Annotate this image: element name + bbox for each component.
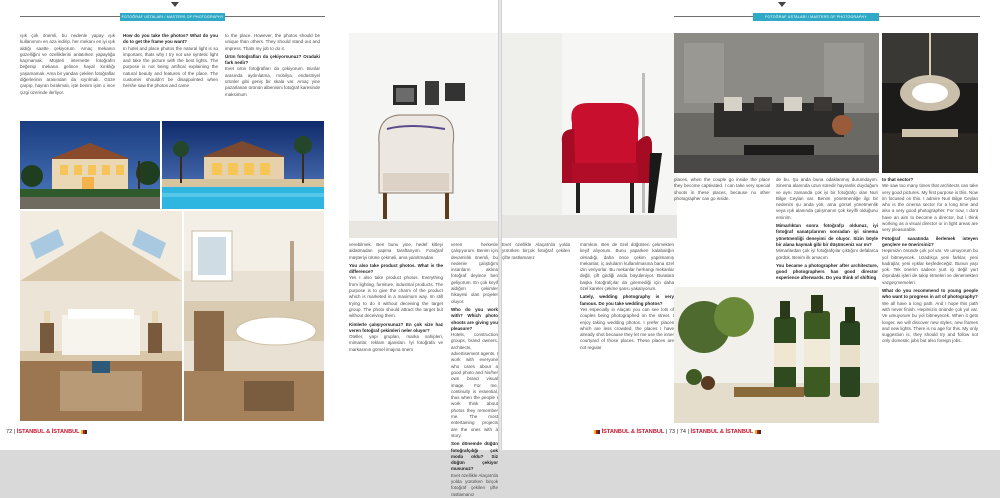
bathroom-interior-photo — [184, 211, 324, 421]
pool-villa-photo — [162, 121, 324, 209]
interview-question: How do you take the photos? What do you do to get the frame you want? — [123, 33, 218, 45]
magazine-name-right: İSTANBUL & İSTANBUL — [690, 429, 754, 435]
red-armchair-photo — [502, 33, 677, 238]
interview-question: Son dönemde düğün fotoğrafçılığı çok moda oldu? Siz düğün çekiyor musunuz? — [451, 441, 498, 472]
interview-question: Mimarlıktan sonra fotoğrafçı oldunuz, iyi fotoğraf sanatçılarının sonradan iyi sinema yönetmenliği deneyimi de oluyor. Sizin böyle bir alana kaymak gibi bir düşünceniz var mı? — [776, 223, 878, 247]
article-paragraph — [451, 441, 498, 498]
center-footer — [594, 428, 761, 436]
interview-answer: Hepimizin önünde çok yol var. Ve umuyorum bu yol bitmeyecek. Uzadıkça yeni farklar, yeni kadrajlar, yeni ışıklar keşfedeceğiz. Bunun yaşı yok. Tek önerim sadece yurt içi değil yurt dışındaki işleri de takip etmeleri ve denemekten vazgeçmemeleri. — [882, 248, 978, 285]
footer-divider: | — [687, 429, 689, 435]
article-paragraph — [580, 294, 674, 351]
article-paragraph — [349, 263, 443, 320]
interview-answer: In hotel and place photos the natural light is so important, thats why I try not use syntetic light and take the picture with the best lights. The purpose is not being artifical explaining the natural beauty and features of the place. The customer shouldn't be disappointed when he/she saw the photos and came — [123, 45, 218, 89]
olive-oil-bottles-photo — [674, 287, 879, 423]
interview-answer: to the place. However, the photos should be unique than others. They should stand out and impress. Thats my job to do it. — [225, 33, 320, 51]
interview-question: Who do you work with? Which photo shoots are giving you pleasure? — [451, 306, 498, 331]
column-mid-3 — [580, 242, 674, 422]
interview-question: Lately, wedding photography is very famous. Do you take wedding photos? — [580, 294, 674, 306]
column-left-2 — [123, 33, 218, 125]
article-paragraph — [776, 223, 878, 261]
footer-divider: | — [13, 429, 16, 435]
interview-answer: de bu. Şu anda buna odaklanmış durumdayım. Sinema alanında uzun süredir hayranlık duyduğum ve aynı zamanda çok iyi bir fotoğrafçı olan Nuri Bilge Ceylan var. Benim yönetmenliğe ilgi bir nedenim şu anda yok, ama görsel yönetmenlik veya ışık alanında çalışmanın çok keyifli olduğunu eminim. — [776, 177, 878, 220]
column-right-1 — [674, 177, 770, 217]
article-paragraph — [580, 242, 674, 292]
interview-answer: Hotels, construction groups, brand owners, architects, advertisement agents. I work with everyone who cares about a good photo and his/her own brand visual image. For me, continuity is essential, thus when the people I work think about photos they remember me. The most entertaining projects are the ones with a story. — [451, 332, 498, 438]
footer-divider: | — [676, 429, 679, 435]
interview-answer: verebilmek. Ben bunu yine, hedef kitleyi aldatmadan yapma taraftarıyım. Fotoğraf müşteriyi ürüne çekmeli, ama yanıltmadan. — [349, 242, 443, 260]
page-number-73: 73 — [668, 429, 676, 435]
interview-answer: We all have a long path. And I hope this path with never finish. Hepimizin önünde çok yol var. Ve umuyorum bu yol bitmeyecek. When it gets longer, we will discover new styles, new frames and new lights. There is no age for this. My only suggestion is, they should try and follow not only domestic jobs but also foreign jobs. — [882, 300, 978, 344]
column-right-3 — [882, 177, 978, 423]
turkey-flag-icon — [755, 429, 761, 435]
article-paragraph — [225, 33, 320, 52]
article-paragraph — [776, 177, 878, 221]
interview-answer: We saw too many times that architects can take very good pictures. My first purpose is this. Now im focused on this. I admire Nuri Bilge Ceylan who is the cinema sector for a long time and also a very good photographer. For now, I dont have an aim to become a director, but i think working as a visual director or in light areas are very pleasurable. — [882, 183, 978, 233]
magazine-name-center: İSTANBUL & İSTANBUL — [601, 429, 665, 435]
article-paragraph — [776, 263, 878, 282]
right-page — [502, 0, 1000, 450]
article-paragraph — [123, 33, 218, 90]
interview-question: You became a photographer after architecture, good photographers has good director experience afterwards. Do you think of shifting — [776, 262, 878, 281]
article-paragraph — [451, 242, 498, 305]
article-paragraph — [349, 242, 443, 261]
interview-answer: Mimarlardan çok iyi fotoğrafçılar çıktığını defalarca gördük. Benim ilk amacım — [776, 248, 878, 260]
interview-answer: Oteller, yapı grupları, marka sahipleri, mimarlar, reklam ajansları. İyi fotoğrafa ve markasının görsel imajına önem — [349, 334, 443, 352]
interview-answer: Evet ürün fotoğrafları da çekiyorum. Bunlar arasında aydınlatma, mobilya, endüstriyel ürünler gibi geniş bir skala var. Amaç yine pazarlanan ürünün albenisini fotoğraf karesinde maksimum — [225, 66, 320, 97]
section-ribbon: FOTOĞRAF USTALARI / MASTERS OF PHOTOGRAPHY — [753, 13, 879, 21]
left-page — [0, 0, 498, 497]
column-mid-1 — [349, 242, 443, 422]
interview-question: You also take product photos. What is the difference? — [349, 262, 443, 275]
interview-answer: Evet özellikle Alaçatı'da yolda yürürken birçok fotoğraf çekilen çifte rastlamanız — [451, 472, 498, 497]
article-paragraph — [882, 177, 978, 234]
turkey-flag-icon — [594, 429, 600, 435]
article-paragraph: places, when the couple go inside the place they become captivated. I can take very special shoots in these places, because no other photographer can go inside. — [674, 177, 770, 201]
interview-answer: Evet özellikle Alaçatı'da yolda yürürken birçok fotoğraf çekilen çifte rastlamanız — [502, 242, 570, 260]
dark-living-room-photo — [674, 33, 879, 173]
interview-answer: mümkün. Ben de özel düğünleri çekmekten keyif alıyorum. Bunu yaparken kalabalığın olmadığı, daha önce çekim yapılmamış mekanlar, iç avluların kullanılmasına bana özel izin veriyorlar. Bu mekanlar herhangi mekanlar değil, çift girdiği anda büyüleniyor. Buralara başka fotoğrafçılar da giremediği için daha özel kareler çekme şansı yakalıyorum. — [580, 242, 674, 292]
turkey-flag-icon — [81, 429, 87, 435]
interview-question: to that sector? — [882, 177, 914, 182]
page-marker-icon — [171, 2, 179, 7]
magazine-name-left: İSTANBUL & İSTANBUL — [16, 429, 80, 435]
article-paragraph — [451, 307, 498, 439]
interview-answer: Yes especially in Alaçatı you can see lots of couples being photographed on the street. I enjoy taking wedding photos. I prefer places which are less crowded, the places I have already shot because they let me use the inner courtyard of those places. These places are not regular — [580, 306, 674, 350]
article-paragraph — [225, 54, 320, 98]
villa-exterior-photo — [20, 121, 160, 209]
article-paragraph — [502, 242, 570, 261]
interview-answer: Yes I also take product photos. Everything from lighting, furniture, industrial products. The purpose is to give the charm of the product which is marketed in a maximum way. Im still trying to do it without deceiving the target group. The photo should attract the target but without deceiving them. — [349, 275, 443, 319]
interview-question: Kimlerle çalışıyorsunuz? En çok size haz veren fotoğraf çekimleri neler oluyor? — [349, 321, 443, 333]
column-right-2 — [776, 177, 878, 287]
article-paragraph — [882, 288, 978, 345]
footer-divider: | — [665, 429, 668, 435]
interview-question: Fotoğraf sanatında ilerlemek isteyen gençlere ne önerirsiniz? — [882, 235, 978, 247]
section-ribbon: FOTOĞRAF USTALARI / MASTERS OF PHOTOGRAPHY — [121, 15, 224, 19]
attic-bedroom-photo — [20, 211, 182, 421]
article-paragraph — [349, 322, 443, 353]
interview-answer: veren herkesle çalışıyorum. Benim için devamlılık önemli, bu nedenle çalıştığım insanların aklına fotoğraf deyince ben geliyorum. En çok keyif aldığım çekimler hikayesi olan projeler oluyor. — [451, 242, 498, 304]
column-left-3 — [225, 33, 320, 125]
left-footer — [6, 428, 87, 436]
page-marker-icon — [778, 2, 786, 7]
interview-question: What do you recommend to young people who want to progress in art of photography? — [882, 288, 978, 300]
page-number-74: 74 — [679, 429, 686, 435]
article-paragraph: ışık çok önemli, bu nedenle yapay ışık kullanımını en aza indirip, her mekanı en iyi ışık aldığı saatte çekiyorum. Amaç mekanın güzelliğini ve özelliklerini anlatırken yapaylığa kaçmamak. Müşteri internette fotoğrafın beğenip mekana gelince hayal kırıklığı yaşamamalı. Ama bir yandan çekilen fotoğraflar diğerlerinin arasından da sıyrılmalı. Göze çarpıp, hayran bırakmalı, işte benim işim o ince çizgi üzerinde ilerliyor. — [20, 33, 115, 95]
page-number-left: 72 — [6, 429, 13, 435]
article-paragraph — [882, 236, 978, 286]
vintage-chairs-photo — [349, 33, 498, 238]
interview-question: Ürün fotoğrafları da çekiyorsunuz? Oradaki fark nedir? — [225, 53, 320, 66]
column-mid-2 — [451, 242, 498, 497]
column-left-1 — [20, 33, 115, 125]
chandelier-photo — [882, 33, 978, 173]
column-mid-2b — [502, 242, 570, 422]
